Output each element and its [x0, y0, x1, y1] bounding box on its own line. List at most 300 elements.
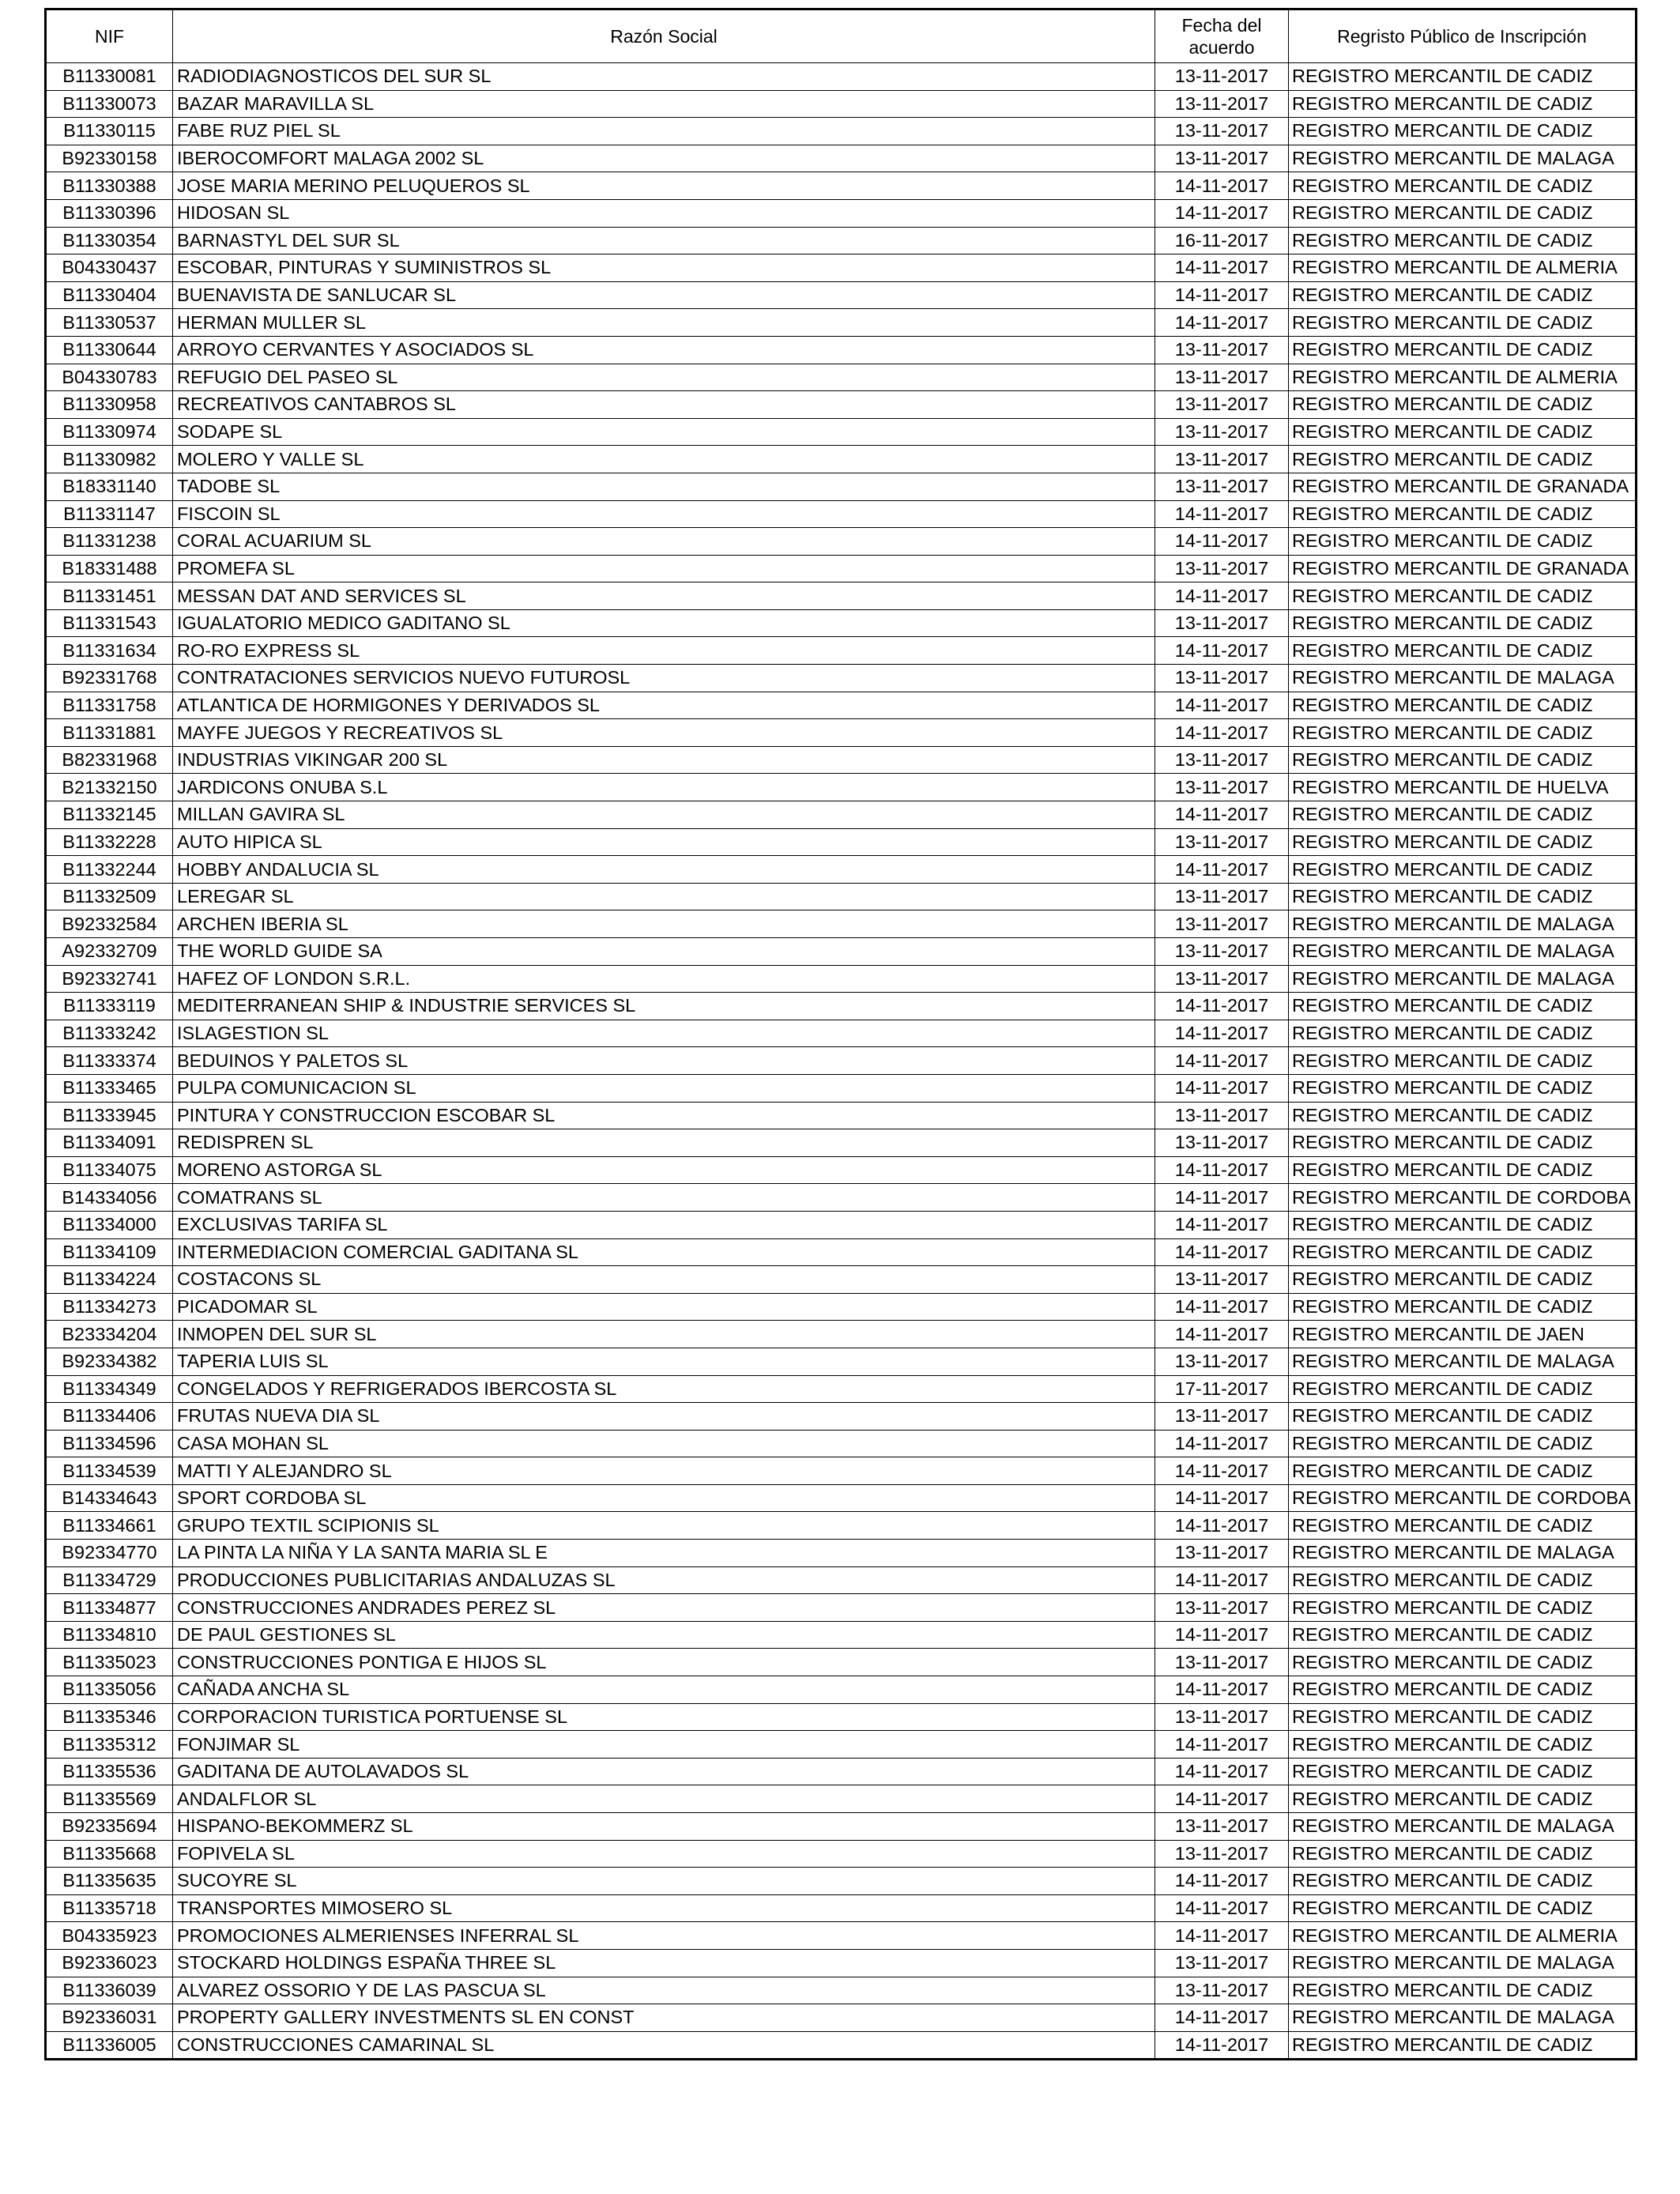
nif-cell: B11331634 — [46, 637, 173, 665]
fecha-cell: 13-11-2017 — [1155, 336, 1289, 364]
registro-cell: REGISTRO MERCANTIL DE CADIZ — [1289, 1512, 1637, 1540]
nif-cell: B18331140 — [46, 473, 173, 500]
registro-cell: REGISTRO MERCANTIL DE MALAGA — [1289, 145, 1637, 172]
fecha-cell: 14-11-2017 — [1155, 254, 1289, 282]
fecha-cell: 14-11-2017 — [1155, 801, 1289, 829]
registro-cell: REGISTRO MERCANTIL DE MALAGA — [1289, 938, 1637, 966]
fecha-cell: 14-11-2017 — [1155, 1922, 1289, 1950]
nif-cell: B11331451 — [46, 582, 173, 610]
table-row — [46, 1758, 1637, 1785]
table-row — [46, 364, 1637, 391]
header-registro: Regristo Público de Inscripción — [1289, 9, 1637, 63]
registro-cell: REGISTRO MERCANTIL DE CADIZ — [1289, 172, 1637, 200]
nif-cell: B11330115 — [46, 118, 173, 145]
razon-social-cell: MESSAN DAT AND SERVICES SL — [173, 582, 1155, 610]
table-row — [46, 1348, 1637, 1375]
fecha-cell: 14-11-2017 — [1155, 281, 1289, 309]
registro-cell: REGISTRO MERCANTIL DE ALMERIA — [1289, 1922, 1637, 1950]
nif-cell: B11333465 — [46, 1074, 173, 1102]
nif-cell: B11335718 — [46, 1894, 173, 1922]
nif-cell: B11330982 — [46, 446, 173, 473]
nif-cell: B11331238 — [46, 528, 173, 556]
fecha-cell: 14-11-2017 — [1155, 309, 1289, 337]
razon-social-cell: RECREATIVOS CANTABROS SL — [173, 391, 1155, 419]
nif-cell: B11332244 — [46, 856, 173, 884]
table-row — [46, 1403, 1637, 1431]
registro-cell: REGISTRO MERCANTIL DE CADIZ — [1289, 309, 1637, 337]
razon-social-cell: PICADOMAR SL — [173, 1293, 1155, 1321]
nif-cell: B11334729 — [46, 1566, 173, 1594]
table-row — [46, 555, 1637, 582]
nif-cell: B82331968 — [46, 746, 173, 774]
razon-social-cell: MAYFE JUEGOS Y RECREATIVOS SL — [173, 719, 1155, 747]
table-row — [46, 746, 1637, 774]
fecha-cell: 13-11-2017 — [1155, 391, 1289, 419]
fecha-cell: 13-11-2017 — [1155, 965, 1289, 993]
table-row — [46, 1321, 1637, 1348]
razon-social-cell: MEDITERRANEAN SHIP & INDUSTRIE SERVICES SL — [173, 993, 1155, 1020]
fecha-cell: 14-11-2017 — [1155, 993, 1289, 1020]
registro-cell: REGISTRO MERCANTIL DE CADIZ — [1289, 1102, 1637, 1129]
registro-cell: REGISTRO MERCANTIL DE CADIZ — [1289, 281, 1637, 309]
registro-cell: REGISTRO MERCANTIL DE CADIZ — [1289, 1156, 1637, 1184]
registro-cell: REGISTRO MERCANTIL DE CADIZ — [1289, 1074, 1637, 1102]
registro-cell: REGISTRO MERCANTIL DE CADIZ — [1289, 1403, 1637, 1431]
registro-cell: REGISTRO MERCANTIL DE CADIZ — [1289, 883, 1637, 910]
fecha-cell: 17-11-2017 — [1155, 1375, 1289, 1403]
table-row — [46, 281, 1637, 309]
registro-cell: REGISTRO MERCANTIL DE CADIZ — [1289, 1457, 1637, 1485]
razon-social-cell: BAZAR MARAVILLA SL — [173, 90, 1155, 118]
fecha-cell: 13-11-2017 — [1155, 1102, 1289, 1129]
registro-cell: REGISTRO MERCANTIL DE GRANADA — [1289, 473, 1637, 500]
nif-cell: B11330396 — [46, 199, 173, 227]
nif-cell: B18331488 — [46, 555, 173, 582]
razon-social-cell: INMOPEN DEL SUR SL — [173, 1321, 1155, 1348]
fecha-cell: 14-11-2017 — [1155, 1785, 1289, 1813]
nif-cell: B11333242 — [46, 1020, 173, 1047]
table-row — [46, 1621, 1637, 1649]
razon-social-cell: HERMAN MULLER SL — [173, 309, 1155, 337]
razon-social-cell: GRUPO TEXTIL SCIPIONIS SL — [173, 1512, 1155, 1540]
fecha-cell: 14-11-2017 — [1155, 1512, 1289, 1540]
table-row — [46, 1512, 1637, 1540]
header-nif: NIF — [46, 9, 173, 63]
razon-social-cell: AUTO HIPICA SL — [173, 828, 1155, 856]
table-row — [46, 1566, 1637, 1594]
registro-cell: REGISTRO MERCANTIL DE CADIZ — [1289, 719, 1637, 747]
registro-cell: REGISTRO MERCANTIL DE ALMERIA — [1289, 364, 1637, 391]
razon-social-cell: FRUTAS NUEVA DIA SL — [173, 1403, 1155, 1431]
registro-cell: REGISTRO MERCANTIL DE CADIZ — [1289, 2031, 1637, 2060]
fecha-cell: 13-11-2017 — [1155, 1403, 1289, 1431]
razon-social-cell: REDISPREN SL — [173, 1129, 1155, 1157]
fecha-cell: 13-11-2017 — [1155, 883, 1289, 910]
table-row — [46, 473, 1637, 500]
nif-cell: B11334224 — [46, 1266, 173, 1294]
fecha-cell: 14-11-2017 — [1155, 1321, 1289, 1348]
table-row — [46, 910, 1637, 938]
fecha-cell: 14-11-2017 — [1155, 2031, 1289, 2060]
table-row — [46, 1676, 1637, 1704]
registro-cell: REGISTRO MERCANTIL DE CADIZ — [1289, 1375, 1637, 1403]
registro-cell: REGISTRO MERCANTIL DE ALMERIA — [1289, 254, 1637, 282]
nif-cell: B11335536 — [46, 1758, 173, 1785]
nif-cell: B11335668 — [46, 1840, 173, 1868]
table-row — [46, 2031, 1637, 2060]
nif-cell: B11334810 — [46, 1621, 173, 1649]
fecha-cell: 14-11-2017 — [1155, 1758, 1289, 1785]
table-row — [46, 1894, 1637, 1922]
fecha-cell: 14-11-2017 — [1155, 1430, 1289, 1457]
nif-cell: B92335694 — [46, 1813, 173, 1841]
nif-cell: B11330537 — [46, 309, 173, 337]
fecha-cell: 14-11-2017 — [1155, 692, 1289, 719]
razon-social-cell: CASA MOHAN SL — [173, 1430, 1155, 1457]
nif-cell: B23334204 — [46, 1321, 173, 1348]
razon-social-cell: ANDALFLOR SL — [173, 1785, 1155, 1813]
registro-cell: REGISTRO MERCANTIL DE CADIZ — [1289, 1047, 1637, 1075]
registro-cell: REGISTRO MERCANTIL DE CADIZ — [1289, 1649, 1637, 1676]
razon-social-cell: CONGELADOS Y REFRIGERADOS IBERCOSTA SL — [173, 1375, 1155, 1403]
razon-social-cell: SPORT CORDOBA SL — [173, 1484, 1155, 1512]
razon-social-cell: COSTACONS SL — [173, 1266, 1155, 1294]
razon-social-cell: STOCKARD HOLDINGS ESPAÑA THREE SL — [173, 1949, 1155, 1977]
registro-cell: REGISTRO MERCANTIL DE CADIZ — [1289, 336, 1637, 364]
fecha-cell: 14-11-2017 — [1155, 1731, 1289, 1759]
razon-social-cell: JARDICONS ONUBA S.L — [173, 774, 1155, 801]
fecha-cell: 14-11-2017 — [1155, 1020, 1289, 1047]
fecha-cell: 13-11-2017 — [1155, 145, 1289, 172]
registro-cell: REGISTRO MERCANTIL DE MALAGA — [1289, 1540, 1637, 1567]
table-row — [46, 1540, 1637, 1567]
razon-social-cell: PROMEFA SL — [173, 555, 1155, 582]
table-row — [46, 692, 1637, 719]
header-razon-social: Razón Social — [173, 9, 1155, 63]
nif-cell: B04330437 — [46, 254, 173, 282]
fecha-cell: 14-11-2017 — [1155, 1293, 1289, 1321]
table-row — [46, 391, 1637, 419]
fecha-cell: 13-11-2017 — [1155, 118, 1289, 145]
fecha-cell: 14-11-2017 — [1155, 528, 1289, 556]
table-header — [46, 9, 1637, 63]
fecha-cell: 13-11-2017 — [1155, 665, 1289, 692]
table-row — [46, 965, 1637, 993]
table-row — [46, 227, 1637, 254]
table-row — [46, 609, 1637, 637]
registro-cell: REGISTRO MERCANTIL DE MALAGA — [1289, 1813, 1637, 1841]
registro-cell: REGISTRO MERCANTIL DE MALAGA — [1289, 2004, 1637, 2032]
registro-cell: REGISTRO MERCANTIL DE CADIZ — [1289, 609, 1637, 637]
fecha-cell: 13-11-2017 — [1155, 1266, 1289, 1294]
company-registry-table — [44, 8, 1637, 2060]
table-row — [46, 145, 1637, 172]
nif-cell: B11334406 — [46, 1403, 173, 1431]
fecha-cell: 14-11-2017 — [1155, 500, 1289, 528]
registro-cell: REGISTRO MERCANTIL DE CORDOBA — [1289, 1184, 1637, 1212]
nif-cell: B11333374 — [46, 1047, 173, 1075]
razon-social-cell: GADITANA DE AUTOLAVADOS SL — [173, 1758, 1155, 1785]
razon-social-cell: ATLANTICA DE HORMIGONES Y DERIVADOS SL — [173, 692, 1155, 719]
nif-cell: B11334000 — [46, 1211, 173, 1238]
table-row — [46, 637, 1637, 665]
nif-cell: B11336039 — [46, 1977, 173, 2004]
nif-cell: B11331758 — [46, 692, 173, 719]
table-row — [46, 1840, 1637, 1868]
table-row — [46, 774, 1637, 801]
registro-cell: REGISTRO MERCANTIL DE CADIZ — [1289, 1621, 1637, 1649]
razon-social-cell: ISLAGESTION SL — [173, 1020, 1155, 1047]
nif-cell: B11334596 — [46, 1430, 173, 1457]
razon-social-cell: SODAPE SL — [173, 418, 1155, 446]
fecha-cell: 14-11-2017 — [1155, 1238, 1289, 1266]
fecha-cell: 14-11-2017 — [1155, 2004, 1289, 2032]
registro-cell: REGISTRO MERCANTIL DE MALAGA — [1289, 665, 1637, 692]
fecha-cell: 14-11-2017 — [1155, 1184, 1289, 1212]
nif-cell: B11330354 — [46, 227, 173, 254]
razon-social-cell: TAPERIA LUIS SL — [173, 1348, 1155, 1375]
registro-cell: REGISTRO MERCANTIL DE GRANADA — [1289, 555, 1637, 582]
nif-cell: B11331543 — [46, 609, 173, 637]
nif-cell: B11332145 — [46, 801, 173, 829]
nif-cell: B14334056 — [46, 1184, 173, 1212]
fecha-cell: 13-11-2017 — [1155, 1129, 1289, 1157]
nif-cell: B11334661 — [46, 1512, 173, 1540]
nif-cell: B92332584 — [46, 910, 173, 938]
registro-cell: REGISTRO MERCANTIL DE CADIZ — [1289, 856, 1637, 884]
razon-social-cell: LA PINTA LA NIÑA Y LA SANTA MARIA SL E — [173, 1540, 1155, 1567]
table-row — [46, 1649, 1637, 1676]
fecha-cell: 13-11-2017 — [1155, 938, 1289, 966]
fecha-cell: 14-11-2017 — [1155, 1457, 1289, 1485]
nif-cell: B04335923 — [46, 1922, 173, 1950]
fecha-cell: 14-11-2017 — [1155, 1621, 1289, 1649]
razon-social-cell: CONSTRUCCIONES CAMARINAL SL — [173, 2031, 1155, 2060]
razon-social-cell: SUCOYRE SL — [173, 1868, 1155, 1895]
razon-social-cell: RO-RO EXPRESS SL — [173, 637, 1155, 665]
header-row — [46, 9, 1637, 63]
fecha-cell: 13-11-2017 — [1155, 1813, 1289, 1841]
nif-cell: B11335312 — [46, 1731, 173, 1759]
fecha-cell: 13-11-2017 — [1155, 364, 1289, 391]
table-row — [46, 1785, 1637, 1813]
nif-cell: B11335056 — [46, 1676, 173, 1704]
nif-cell: B11332509 — [46, 883, 173, 910]
table-row — [46, 1020, 1637, 1047]
registro-cell: REGISTRO MERCANTIL DE CADIZ — [1289, 582, 1637, 610]
registro-cell: REGISTRO MERCANTIL DE CADIZ — [1289, 993, 1637, 1020]
razon-social-cell: PRODUCCIONES PUBLICITARIAS ANDALUZAS SL — [173, 1566, 1155, 1594]
nif-cell: B92331768 — [46, 665, 173, 692]
table-row — [46, 1293, 1637, 1321]
table-row — [46, 1977, 1637, 2004]
registro-cell: REGISTRO MERCANTIL DE MALAGA — [1289, 910, 1637, 938]
table-row — [46, 1184, 1637, 1212]
registro-cell: REGISTRO MERCANTIL DE CADIZ — [1289, 63, 1637, 91]
table-row — [46, 500, 1637, 528]
nif-cell: B11330404 — [46, 281, 173, 309]
registro-cell: REGISTRO MERCANTIL DE CADIZ — [1289, 828, 1637, 856]
razon-social-cell: BARNASTYL DEL SUR SL — [173, 227, 1155, 254]
nif-cell: A92332709 — [46, 938, 173, 966]
table-row — [46, 1047, 1637, 1075]
table-row — [46, 1375, 1637, 1403]
fecha-cell: 14-11-2017 — [1155, 199, 1289, 227]
registro-cell: REGISTRO MERCANTIL DE CADIZ — [1289, 391, 1637, 419]
razon-social-cell: HISPANO-BEKOMMERZ SL — [173, 1813, 1155, 1841]
fecha-cell: 13-11-2017 — [1155, 1949, 1289, 1977]
nif-cell: B92332741 — [46, 965, 173, 993]
razon-social-cell: JOSE MARIA MERINO PELUQUEROS SL — [173, 172, 1155, 200]
registro-cell: REGISTRO MERCANTIL DE CADIZ — [1289, 1731, 1637, 1759]
table-row — [46, 254, 1637, 282]
nif-cell: B11335346 — [46, 1703, 173, 1731]
table-body — [46, 63, 1637, 2060]
registro-cell: REGISTRO MERCANTIL DE CADIZ — [1289, 418, 1637, 446]
registro-cell: REGISTRO MERCANTIL DE CADIZ — [1289, 746, 1637, 774]
fecha-cell: 13-11-2017 — [1155, 774, 1289, 801]
registro-cell: REGISTRO MERCANTIL DE CADIZ — [1289, 1211, 1637, 1238]
razon-social-cell: PROMOCIONES ALMERIENSES INFERRAL SL — [173, 1922, 1155, 1950]
table-row — [46, 828, 1637, 856]
nif-cell: B11334349 — [46, 1375, 173, 1403]
registro-cell: REGISTRO MERCANTIL DE CADIZ — [1289, 692, 1637, 719]
fecha-cell: 14-11-2017 — [1155, 582, 1289, 610]
razon-social-cell: PROPERTY GALLERY INVESTMENTS SL EN CONST — [173, 2004, 1155, 2032]
fecha-cell: 14-11-2017 — [1155, 1566, 1289, 1594]
table-row — [46, 1129, 1637, 1157]
table-row — [46, 309, 1637, 337]
nif-cell: B04330783 — [46, 364, 173, 391]
razon-social-cell: PINTURA Y CONSTRUCCION ESCOBAR SL — [173, 1102, 1155, 1129]
razon-social-cell: MILLAN GAVIRA SL — [173, 801, 1155, 829]
registro-cell: REGISTRO MERCANTIL DE CADIZ — [1289, 528, 1637, 556]
table-row — [46, 1484, 1637, 1512]
registro-cell: REGISTRO MERCANTIL DE CADIZ — [1289, 118, 1637, 145]
fecha-cell: 13-11-2017 — [1155, 609, 1289, 637]
nif-cell: B11334091 — [46, 1129, 173, 1157]
nif-cell: B11330958 — [46, 391, 173, 419]
fecha-cell: 13-11-2017 — [1155, 1540, 1289, 1567]
registro-cell: REGISTRO MERCANTIL DE CADIZ — [1289, 1977, 1637, 2004]
razon-social-cell: ALVAREZ OSSORIO Y DE LAS PASCUA SL — [173, 1977, 1155, 2004]
razon-social-cell: THE WORLD GUIDE SA — [173, 938, 1155, 966]
registro-cell: REGISTRO MERCANTIL DE CADIZ — [1289, 637, 1637, 665]
registro-cell: REGISTRO MERCANTIL DE CADIZ — [1289, 1238, 1637, 1266]
nif-cell: B92330158 — [46, 145, 173, 172]
table-row — [46, 1430, 1637, 1457]
nif-cell: B11331147 — [46, 500, 173, 528]
fecha-cell: 13-11-2017 — [1155, 1840, 1289, 1868]
table-row — [46, 883, 1637, 910]
razon-social-cell: CONTRATACIONES SERVICIOS NUEVO FUTUROSL — [173, 665, 1155, 692]
fecha-cell: 13-11-2017 — [1155, 910, 1289, 938]
table-row — [46, 993, 1637, 1020]
registro-cell: REGISTRO MERCANTIL DE CADIZ — [1289, 446, 1637, 473]
razon-social-cell: FONJIMAR SL — [173, 1731, 1155, 1759]
nif-cell: B11330388 — [46, 172, 173, 200]
razon-social-cell: ARROYO CERVANTES Y ASOCIADOS SL — [173, 336, 1155, 364]
razon-social-cell: CONSTRUCCIONES ANDRADES PEREZ SL — [173, 1594, 1155, 1622]
table-row — [46, 1949, 1637, 1977]
table-row — [46, 1922, 1637, 1950]
registro-cell: REGISTRO MERCANTIL DE HUELVA — [1289, 774, 1637, 801]
nif-cell: B92334770 — [46, 1540, 173, 1567]
fecha-cell: 14-11-2017 — [1155, 637, 1289, 665]
razon-social-cell: ARCHEN IBERIA SL — [173, 910, 1155, 938]
table-row — [46, 1813, 1637, 1841]
registro-cell: REGISTRO MERCANTIL DE CADIZ — [1289, 1676, 1637, 1704]
razon-social-cell: LEREGAR SL — [173, 883, 1155, 910]
table-row — [46, 582, 1637, 610]
razon-social-cell: CAÑADA ANCHA SL — [173, 1676, 1155, 1704]
fecha-cell: 13-11-2017 — [1155, 746, 1289, 774]
registro-cell: REGISTRO MERCANTIL DE CADIZ — [1289, 90, 1637, 118]
razon-social-cell: COMATRANS SL — [173, 1184, 1155, 1212]
razon-social-cell: FISCOIN SL — [173, 500, 1155, 528]
fecha-cell: 14-11-2017 — [1155, 1484, 1289, 1512]
nif-cell: B11334539 — [46, 1457, 173, 1485]
razon-social-cell: ESCOBAR, PINTURAS Y SUMINISTROS SL — [173, 254, 1155, 282]
registro-cell: REGISTRO MERCANTIL DE JAEN — [1289, 1321, 1637, 1348]
nif-cell: B11335569 — [46, 1785, 173, 1813]
nif-cell: B11330081 — [46, 63, 173, 91]
fecha-cell: 14-11-2017 — [1155, 856, 1289, 884]
razon-social-cell: BUENAVISTA DE SANLUCAR SL — [173, 281, 1155, 309]
fecha-cell: 14-11-2017 — [1155, 1047, 1289, 1075]
table-row — [46, 1156, 1637, 1184]
table-row — [46, 665, 1637, 692]
registro-cell: REGISTRO MERCANTIL DE CADIZ — [1289, 1758, 1637, 1785]
fecha-cell: 14-11-2017 — [1155, 1676, 1289, 1704]
registro-cell: REGISTRO MERCANTIL DE CORDOBA — [1289, 1484, 1637, 1512]
nif-cell: B11334075 — [46, 1156, 173, 1184]
fecha-cell: 13-11-2017 — [1155, 446, 1289, 473]
fecha-cell: 14-11-2017 — [1155, 1211, 1289, 1238]
registro-cell: REGISTRO MERCANTIL DE CADIZ — [1289, 1566, 1637, 1594]
registro-cell: REGISTRO MERCANTIL DE MALAGA — [1289, 965, 1637, 993]
nif-cell: B11330974 — [46, 418, 173, 446]
fecha-cell: 13-11-2017 — [1155, 473, 1289, 500]
registro-cell: REGISTRO MERCANTIL DE CADIZ — [1289, 1894, 1637, 1922]
nif-cell: B11335023 — [46, 1649, 173, 1676]
registro-cell: REGISTRO MERCANTIL DE MALAGA — [1289, 1949, 1637, 1977]
registro-cell: REGISTRO MERCANTIL DE CADIZ — [1289, 1840, 1637, 1868]
fecha-cell: 13-11-2017 — [1155, 1977, 1289, 2004]
table-row — [46, 801, 1637, 829]
table-row — [46, 1594, 1637, 1622]
razon-social-cell: BEDUINOS Y PALETOS SL — [173, 1047, 1155, 1075]
nif-cell: B11332228 — [46, 828, 173, 856]
registro-cell: REGISTRO MERCANTIL DE CADIZ — [1289, 1293, 1637, 1321]
header-fecha-acuerdo: Fecha del acuerdo — [1155, 9, 1289, 63]
nif-cell: B21332150 — [46, 774, 173, 801]
fecha-cell: 13-11-2017 — [1155, 1649, 1289, 1676]
table-row — [46, 90, 1637, 118]
table-row — [46, 719, 1637, 747]
razon-social-cell: HIDOSAN SL — [173, 199, 1155, 227]
table-row — [46, 418, 1637, 446]
registro-cell: REGISTRO MERCANTIL DE CADIZ — [1289, 1129, 1637, 1157]
registro-cell: REGISTRO MERCANTIL DE CADIZ — [1289, 1266, 1637, 1294]
nif-cell: B14334643 — [46, 1484, 173, 1512]
razon-social-cell: EXCLUSIVAS TARIFA SL — [173, 1211, 1155, 1238]
fecha-cell: 13-11-2017 — [1155, 828, 1289, 856]
table-row — [46, 1266, 1637, 1294]
table-row — [46, 118, 1637, 145]
fecha-cell: 14-11-2017 — [1155, 719, 1289, 747]
table-row — [46, 172, 1637, 200]
